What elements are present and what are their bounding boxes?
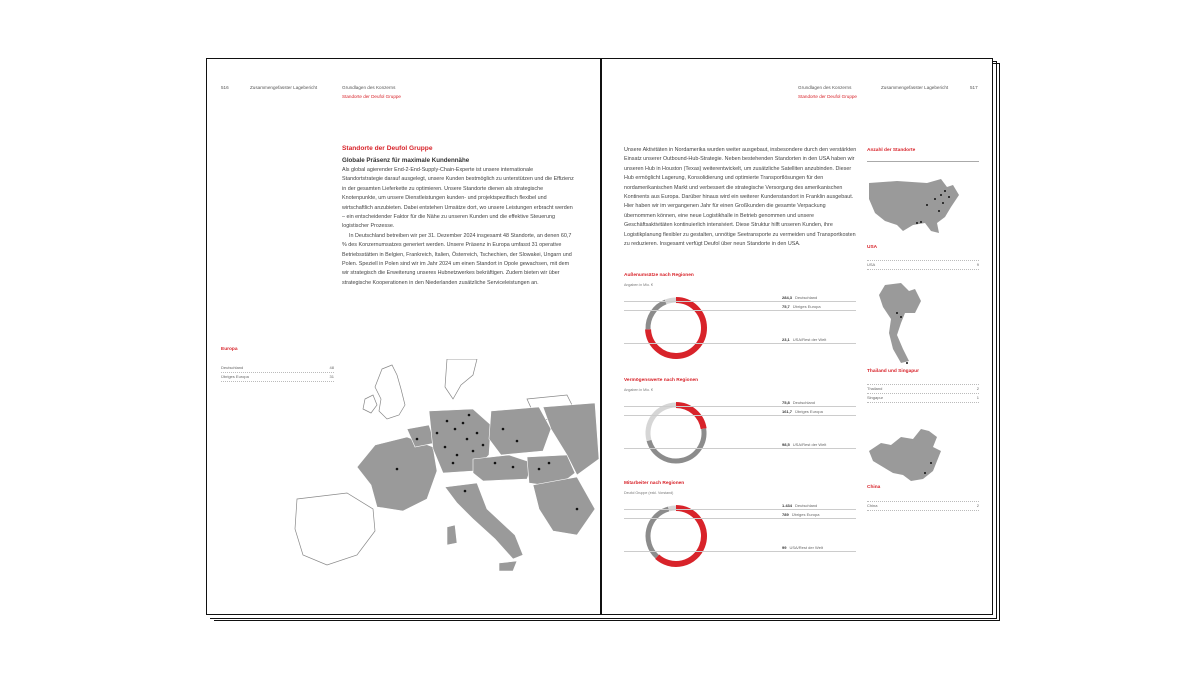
page-gutter bbox=[600, 59, 602, 614]
donut-slice-1 bbox=[648, 509, 669, 557]
row-value: 48 bbox=[329, 365, 334, 370]
chart-category: Deutschland bbox=[792, 400, 816, 405]
chart-data-label bbox=[782, 400, 815, 405]
chart-title: Außenumsätze nach Regionen bbox=[624, 273, 694, 278]
chart-data-label bbox=[782, 337, 826, 342]
header-topic-right: Standorte der Deufol Gruppe bbox=[798, 94, 857, 99]
paragraph: Unsere Aktivitäten in Nordamerika wurden weiter ausgebaut, insbesondere durch den verstärkten Einsatz unserer Outbound-Hub-Strategie. Neben bestehenden Standorten in den USA haben wir unseren Hub in Houston (Texas) weiterentwickelt, um zusätzliche Satelliten anzubinden. Dieser Hub ermöglicht Lagerung, Konsolidierung und optimierte Transportlösungen für den nordamerikanischen Markt und verbessert die strategische Versorgung des amerikanischen Kontinents aus Europa. Darüber hinaus wird ein weiterer Kundenstandort in Franklin ausgebaut. Hier haben wir im vergangenen Jahr für einen Großkunden die gesamte Verpackung übernommen können, eine neue Logistikhalle in Betrieb genommen und unsere Geschäftsaktivitäten kontinuierlich intensiviert. Diese Struktur hilft unseren Kunden, ihre Logistikplanung flexibler zu gestalten, unnötige Seetransporte zu vermeiden und Transportkosten zu reduzieren. Insgesamt verfügt Deufol über neun Standorte in den USA. bbox=[624, 147, 857, 248]
chart-category: USA/Rest der Welt bbox=[792, 442, 827, 447]
chart-data-label bbox=[782, 409, 823, 414]
donut-slice-1 bbox=[648, 302, 666, 329]
china-map bbox=[867, 427, 945, 483]
body-text-left bbox=[342, 166, 575, 288]
chart-leader-line bbox=[624, 343, 856, 344]
chart-category: USA/Rest der Welt bbox=[789, 545, 823, 550]
chart-leader-line bbox=[624, 415, 856, 416]
chart-category: Übriges Europa bbox=[791, 512, 820, 517]
donut-chart bbox=[640, 397, 712, 469]
header-section-right: Zusammengefasster Lagebericht bbox=[881, 85, 949, 90]
chart-data-label bbox=[782, 545, 823, 550]
chart-title: Mitarbeiter nach Regionen bbox=[624, 481, 685, 486]
czech-austria-shape bbox=[473, 455, 533, 481]
divider bbox=[867, 161, 979, 162]
page-number-left: 516 bbox=[221, 85, 229, 90]
chart-subtitle: Deufol Gruppe (exkl. Vorstand) bbox=[624, 491, 674, 495]
row-label: Deutschland bbox=[221, 365, 244, 370]
region-table-thailand-singapore bbox=[867, 384, 979, 403]
paragraph: Als global agierender End-2-End-Supply-Chain-Experte ist unsere internationale Standortstrategie darauf ausgelegt, unsere Kunden bestmöglich zu unterstützen und die Effizienz in der gesamten Lieferkette zu optimieren. Unsere Standorte dienen als strategische Knotenpunkte, um unsere Dienstleistungen kunden- und projektspezifisch flexibel und wirtschaftlich anzubieten. Dabei entstehen Umsätze dort, wo unsere Leistungen erbracht werden – ein entscheidender Faktor für die Nähe zu unseren Kunden und die effektive Steuerung logistischer Prozesse. bbox=[342, 167, 574, 230]
chart-leader-line bbox=[624, 518, 856, 519]
chart-category: Deutschland bbox=[795, 295, 818, 300]
row-label: Singapur bbox=[867, 395, 884, 400]
row-label: Übriges Europa bbox=[221, 374, 249, 379]
chart-value: 75,8 bbox=[782, 400, 790, 405]
chart-data-label bbox=[782, 304, 821, 309]
page-number-right: 517 bbox=[970, 85, 978, 90]
chart-data-label bbox=[782, 512, 819, 517]
region-table-usa bbox=[867, 260, 979, 270]
row-value: 2 bbox=[976, 503, 979, 508]
paragraph: In Deutschland betreiben wir per 31. Dezember 2024 insgesamt 48 Standorte, an denen 60,7 % des Konzernumsatzes generiert werden. Unsere Präsenz in Europa umfasst 31 operative Betriebsstätten in Belgien, Frankreich, Italien, Österreich, Tschechien, der Slowakei, Ungarn und Polen. Speziell in Polen sind wir im Jahr 2024 um einen Standort in Opole gewachsen, mit dem wir strategisch die Erweiterung unseres Hubnetzwerkes bekräftigen. Zudem bieten wir über strategische Kooperationen in den Niederlanden zusätzliche Serviceleistungen an. bbox=[342, 232, 572, 286]
chart-value: 98,5 bbox=[782, 442, 790, 447]
sardinia-shape bbox=[447, 525, 457, 545]
chart-title: Vermögenswerte nach Regionen bbox=[624, 378, 699, 383]
chart-category: Übriges Europa bbox=[795, 409, 823, 414]
donut-chart bbox=[640, 500, 712, 572]
table-row bbox=[867, 384, 979, 394]
sicily-shape bbox=[499, 561, 517, 571]
header-section-left: Zusammengefasster Lagebericht bbox=[250, 85, 318, 90]
header-topic-left: Standorte der Deufol Gruppe bbox=[342, 94, 401, 99]
document-spread bbox=[206, 58, 993, 615]
chart-value: 789 bbox=[782, 512, 789, 517]
table-row bbox=[867, 501, 979, 511]
row-label: USA bbox=[867, 262, 876, 267]
chart-leader-line bbox=[624, 301, 856, 302]
usa-map bbox=[867, 177, 961, 235]
scandinavia-outline bbox=[445, 359, 477, 399]
chart-subtitle: Angaben in Mio. € bbox=[624, 388, 653, 392]
europe-map bbox=[277, 359, 599, 594]
chart-value: 75,7 bbox=[782, 304, 790, 309]
row-value: 1 bbox=[976, 395, 979, 400]
row-value: 2 bbox=[976, 386, 979, 391]
chart-leader-line bbox=[624, 310, 856, 311]
chart-category: USA/Rest der Welt bbox=[792, 337, 827, 342]
chart-subtitle: Angaben in Mio. € bbox=[624, 283, 653, 287]
donut-slice-0 bbox=[676, 405, 704, 429]
region-heading-usa: USA bbox=[867, 245, 878, 250]
header-chapter-right: Grundlagen des Konzerns bbox=[798, 85, 852, 90]
page-subtitle: Globale Präsenz für maximale Kundennähe bbox=[342, 157, 470, 164]
donut-slice-1 bbox=[649, 429, 704, 461]
italy-shape bbox=[445, 483, 523, 559]
chart-value: 1.434 bbox=[782, 503, 793, 508]
row-value: 9 bbox=[976, 262, 979, 267]
region-heading-china: China bbox=[867, 485, 881, 490]
region-table-china bbox=[867, 501, 979, 511]
page-title: Standorte der Deufol Gruppe bbox=[342, 145, 433, 152]
region-heading-thailand-singapore: Thailand und Singapur bbox=[867, 369, 919, 374]
chart-value: 161,7 bbox=[782, 409, 793, 414]
body-text-right bbox=[624, 146, 858, 249]
france-shape bbox=[357, 437, 437, 511]
table-row bbox=[867, 260, 979, 270]
table-row bbox=[867, 394, 979, 403]
chart-data-label bbox=[782, 295, 817, 300]
chart-leader-line bbox=[624, 551, 856, 552]
row-label: China bbox=[867, 503, 878, 508]
chart-leader-line bbox=[624, 406, 856, 407]
donut-slice-0 bbox=[657, 508, 704, 564]
iberia-outline bbox=[295, 493, 375, 565]
donut-chart bbox=[640, 292, 712, 364]
balkans-shape bbox=[533, 477, 595, 535]
uk-outline bbox=[375, 365, 405, 419]
chart-value: 284,3 bbox=[782, 295, 793, 300]
header-chapter-left: Grundlagen des Konzerns bbox=[342, 85, 396, 90]
chart-value: 99 bbox=[782, 545, 787, 550]
poland-shape bbox=[489, 407, 551, 455]
chart-data-label bbox=[782, 503, 817, 508]
chart-data-label bbox=[782, 442, 826, 447]
chart-leader-line bbox=[624, 509, 856, 510]
ireland-outline bbox=[363, 395, 377, 413]
donut-slice-2 bbox=[648, 405, 676, 440]
chart-category: Deutschland bbox=[795, 503, 818, 508]
row-value: 31 bbox=[329, 374, 334, 379]
sidebar-heading: Anzahl der Standorte bbox=[867, 148, 916, 153]
chart-value: 23,1 bbox=[782, 337, 790, 342]
chart-leader-line bbox=[624, 448, 856, 449]
thailand-map bbox=[875, 283, 923, 365]
row-label: Thailand bbox=[867, 386, 883, 391]
europe-heading: Europa bbox=[221, 347, 238, 352]
chart-category: Übriges Europa bbox=[792, 304, 821, 309]
